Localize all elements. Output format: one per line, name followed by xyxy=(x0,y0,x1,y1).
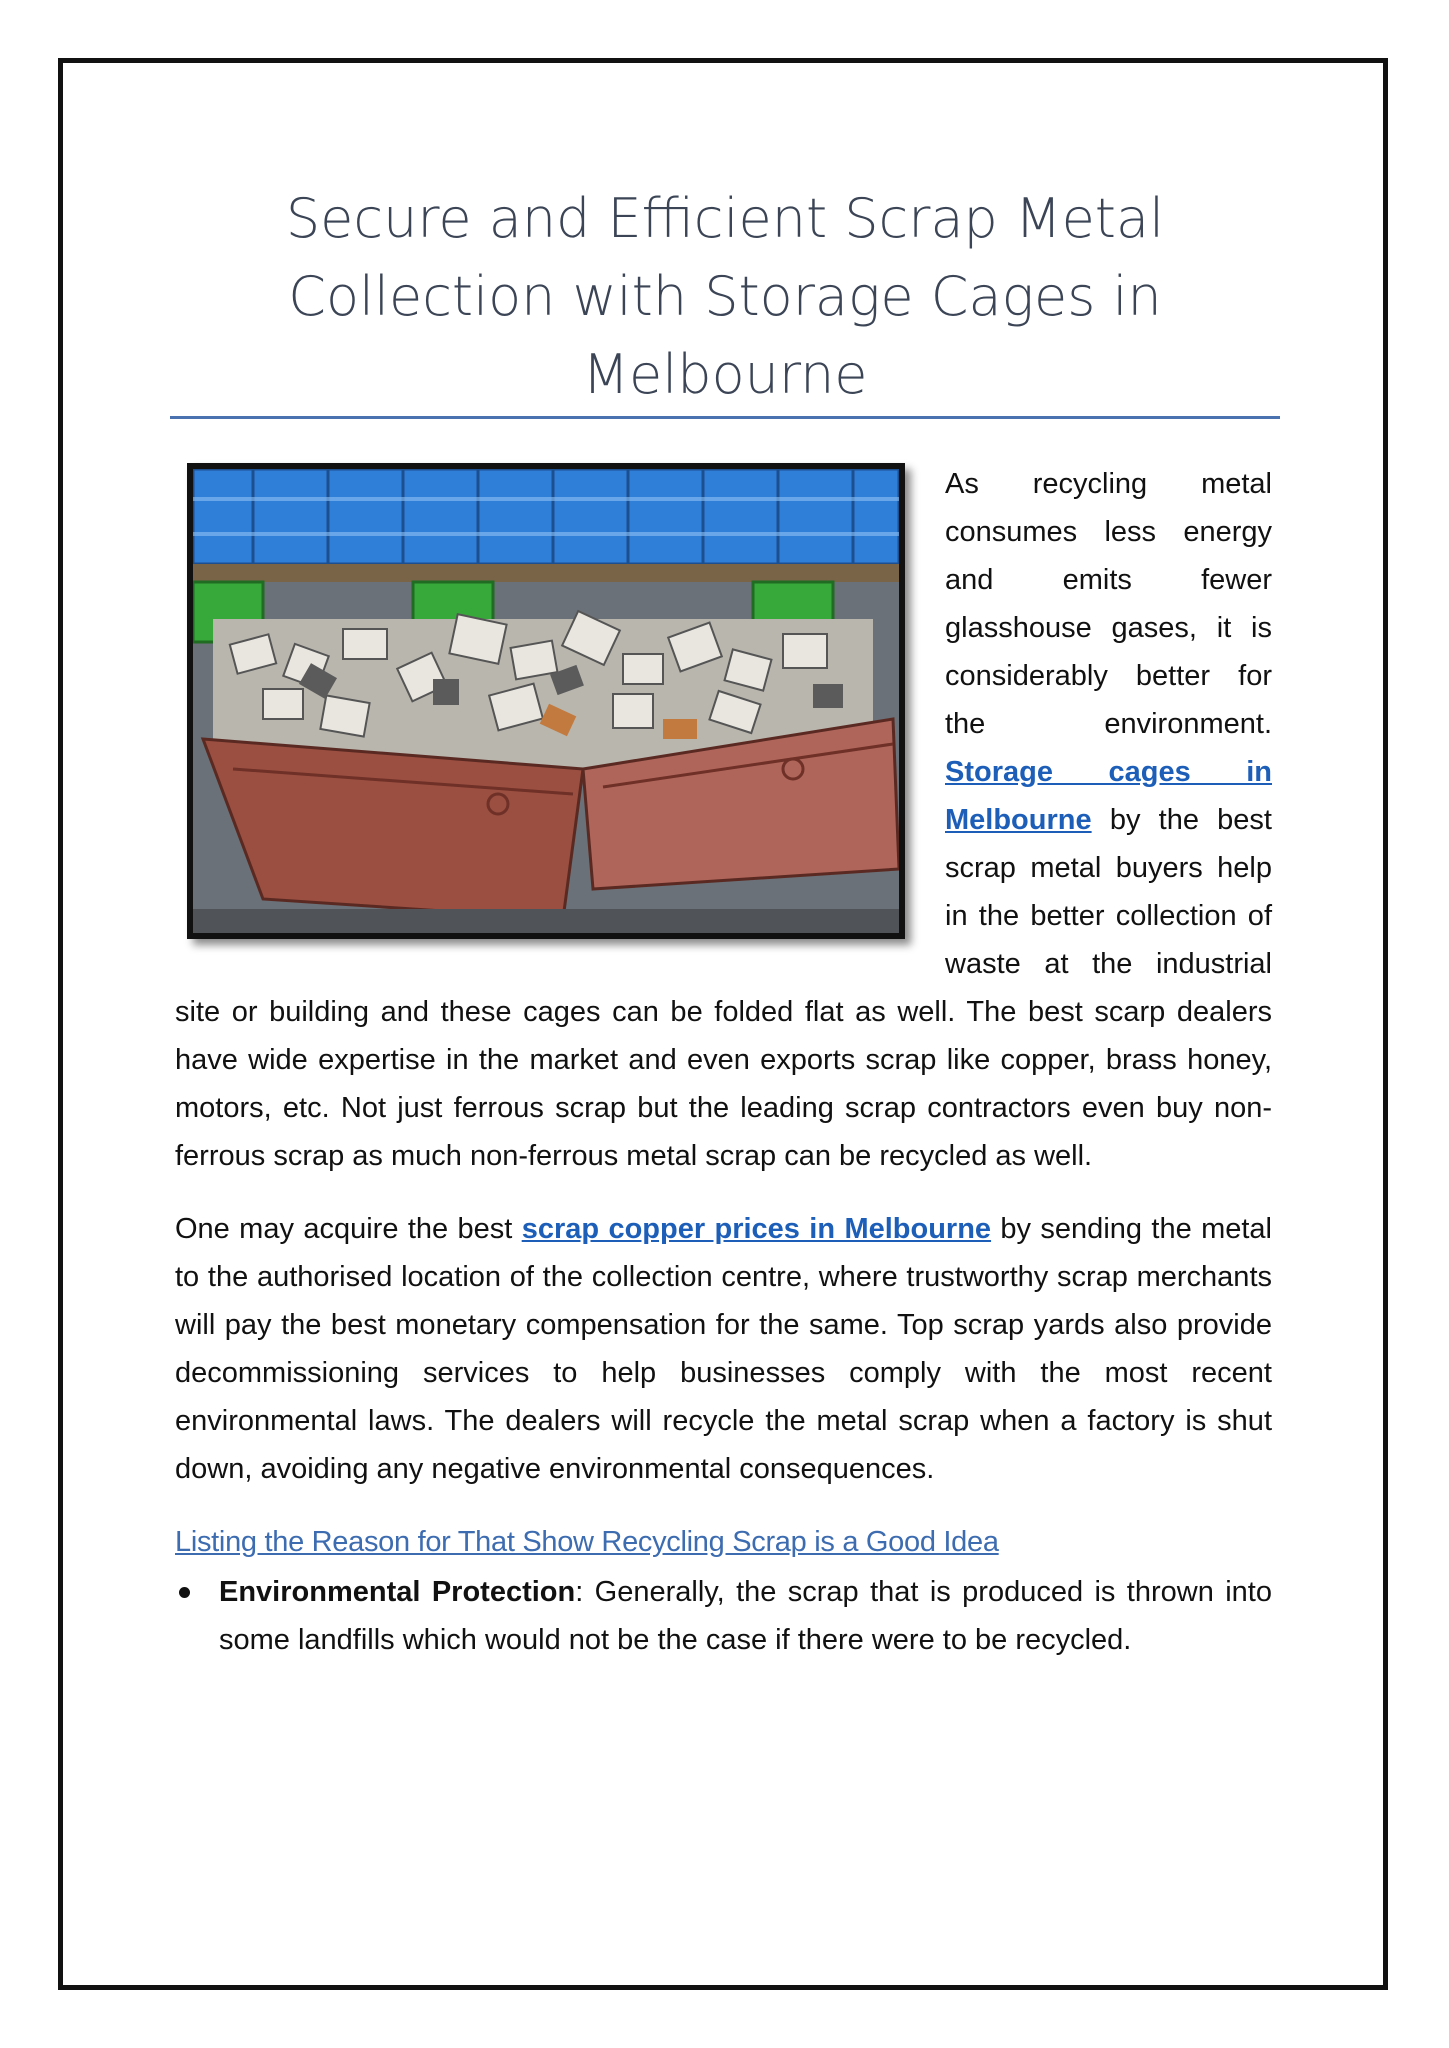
scrap-copper-prices-link[interactable]: scrap copper prices in Melbourne xyxy=(521,1213,992,1245)
bullet-term: Environmental Protection xyxy=(219,1576,576,1608)
bullet-icon xyxy=(179,1587,190,1598)
document-title: Secure and Efficient Scrap Metal Collection with Storage Cages in Melbourne xyxy=(285,187,1165,406)
paragraph-text: by sending the metal to the authorised location of the collection centre, where trustworthy scrap merchants will pay the best monetary compensation for the same. Top scrap yards also provide decommissioning services to help businesses comply with the most recent environmental laws. The dealers will recycle the metal scrap when a factory is shut down, avoiding any negative environmental consequences. xyxy=(175,1213,1272,1485)
paragraph-text: by the best scrap metal buyers help in the better collection of waste at the industrial site or building and these cages can be folded flat as well. The best scarp dealers have wide expertise in the market and even exports scrap like copper, brass honey, motors, etc. Not just ferrous scrap but the leading scrap contractors even buy non-ferrous scrap as much non-ferrous metal scrap can be recycled as well. xyxy=(175,804,1272,1172)
reasons-subheading: Listing the Reason for That Show Recycling Scrap is a Good Idea xyxy=(175,1526,999,1558)
bullet-text: : Generally, the scrap that is produced is thrown into some landfills which would not be the case if there were to be recycled. xyxy=(219,1576,1272,1656)
storage-cages-link[interactable]: Storage cages in Melbourne xyxy=(945,756,1272,836)
paragraph-text: As recycling metal consumes less energy and emits fewer glasshouse gases, it is considerably better for the environment. xyxy=(945,468,1272,740)
document-body xyxy=(175,460,1272,1664)
list-item xyxy=(175,1568,1272,1664)
reasons-list xyxy=(175,1568,1272,1664)
copper-prices-paragraph xyxy=(175,1205,1272,1493)
paragraph-text: One may acquire the best xyxy=(175,1213,522,1245)
scrap-bins-photo xyxy=(187,463,905,939)
title-underline-rule xyxy=(170,416,1280,419)
